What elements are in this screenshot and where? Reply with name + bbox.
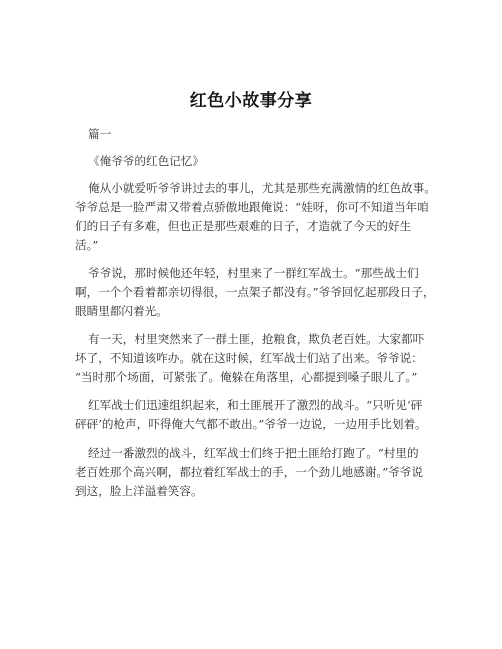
- paragraph-line: 红军战士们迅速组织起来，和土匪展开了激烈的战斗。“只听见‘砰: [88, 398, 423, 412]
- paragraph-line: 爷爷说，那时候他还年轻，村里来了一群红军战士。“那些战士们: [88, 266, 419, 280]
- paragraph-line: 坏了，不知道该咋办。就在这时候，红军战士们站了出来。爷爷说：: [75, 351, 423, 365]
- story-title: 《俺爷爷的红色记忆》: [88, 154, 204, 168]
- paragraph-line: 活。”: [75, 238, 99, 252]
- paragraph-line: 老百姓那个高兴啊，都拉着红军战士的手，一个劲儿地感谢。”爷爷说: [75, 465, 423, 479]
- paragraph-line: 俺从小就爱听爷爷讲过去的事儿，尤其是那些充满激情的红色故事。: [88, 181, 436, 195]
- paragraph-line: 砰砰’的枪声，吓得俺大气都不敢出。”爷爷一边说，一边用手比划着。: [75, 417, 427, 431]
- paragraph-line: 到这，脸上洋溢着笑容。: [75, 484, 203, 498]
- paragraph-line: 爷爷总是一脸严肃又带着点骄傲地跟俺说：“娃呀，你可不知道当年咱: [75, 200, 429, 214]
- paragraph-line: 有一天，村里突然来了一群土匪，抢粮食，欺负老百姓。大家都吓: [88, 332, 425, 346]
- paragraph-line: 眼睛里都闪着光。: [75, 304, 168, 318]
- document-title: 红色小故事分享: [189, 91, 313, 111]
- paragraph-line: 经过一番激烈的战斗，红军战士们终于把土匪给打跑了。“村里的: [88, 446, 419, 460]
- paragraph-line: 们的日子有多难，但也正是那些艰难的日子，才造就了今天的好生: [75, 219, 412, 233]
- paragraph-line: 啊，一个个看着都亲切得很，一点架子都没有。”爷爷回忆起那段日子，: [75, 285, 435, 299]
- paragraph-line: “当时那个场面，可紧张了。俺躲在角落里，心都提到嗓子眼儿了。”: [75, 370, 418, 384]
- section-label: 篇一: [88, 127, 112, 141]
